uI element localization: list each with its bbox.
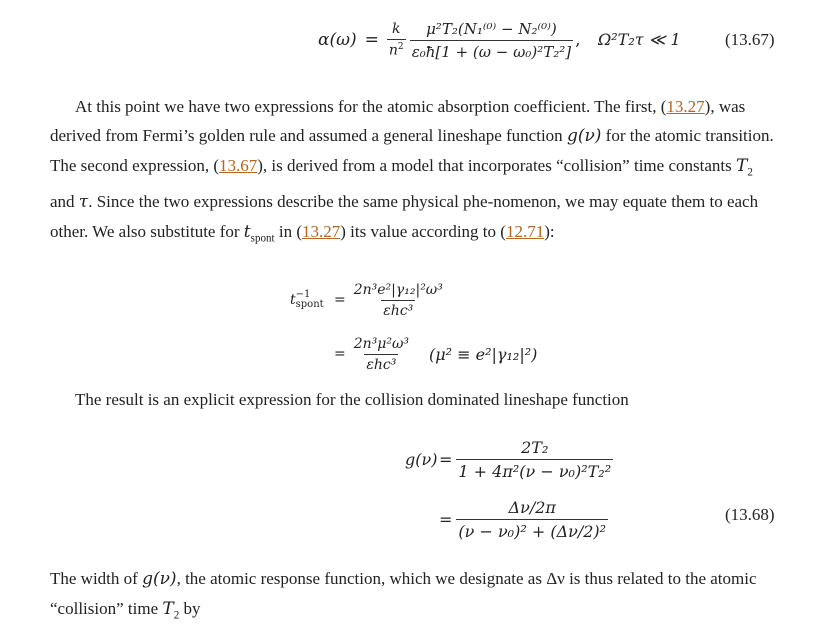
eq2-note: (μ² ≡ e²|γ₁₂|²) [429, 344, 538, 364]
eq3-equals-1: = [439, 449, 453, 469]
equation-number-13-67: (13.67) [725, 30, 775, 49]
eq1-condition: Ω²T₂τ ≪ 1 [598, 30, 681, 49]
eq3-fraction-2: $\frac{\Delta\nu/2\pi}{\text{(ν − ν₀)² + (Δν/2)²}}$ [458, 497, 607, 541]
eq3-equals-2: = [439, 509, 453, 529]
eq3-fraction-1: $\frac{\text{2T₂}}{\text{1 + 4π²(ν − ν₀)²T₂²}}$ [458, 437, 612, 481]
paragraph-1: At this point we have two expressions for the atomic absorption coefficient. The first, (13.27), was derived from Fermi’s golden rule and assumed a general lineshape function g(ν) for the atomic transition. The second expression, (13.67), is derived from a model that incorporates “collision” time constants $T_2$ and τ. Since the two expressions describe the same physical phe-nomenon, we may equate them to each other. We also substitute for $t_{spont}$ in (13.27) its value according to (12.71): [50, 97, 774, 245]
eq1-k-over-n2: $\frac{k}{n^2}$ [388, 21, 404, 59]
eq1-n: n [388, 42, 398, 59]
eq3-lhs: g(ν) [405, 449, 438, 469]
eq1-equals: = [364, 30, 379, 50]
equation-tspont [290, 276, 537, 378]
equation-13-67 [318, 12, 581, 68]
eq1-comma: , [575, 30, 581, 50]
eq1-numerator: μ²T₂(N₁⁽⁰⁾ − N₂⁽⁰⁾) [426, 19, 557, 38]
eq2-fraction-1: $\frac{\text{2n³e²|γ₁₂|²ω³}}{\text{εhc³}}$ [353, 281, 443, 319]
equation-13-68 [405, 434, 613, 544]
eq1-main-fraction [410, 20, 573, 61]
ref-13-27-link-2[interactable]: 13.27 [301, 222, 341, 242]
eq2-lhs: t −1 spont [290, 289, 324, 310]
eq1-denominator: ε₀ħ[1 + (ω − ω₀)²T₂²] [410, 40, 573, 61]
eq2-equals-1: = [334, 292, 346, 308]
paragraph-3: The width of g(ν), the atomic response function, which we designate as Δν is thus related to the atomic “collision” time $T_2$ by [50, 569, 757, 622]
paragraph-2: The result is an explicit expression for the collision dominated lineshape function [75, 390, 629, 409]
eq2-fraction-2: $\frac{\text{2n³μ²ω³}}{\text{εhc³}}$ [353, 335, 410, 373]
ref-12-71-link[interactable]: 12.71 [505, 222, 545, 242]
ref-13-27-link[interactable]: 13.27 [666, 97, 705, 116]
eq1-k: k [392, 21, 401, 38]
equation-number-13-68: (13.68) [725, 505, 775, 524]
eq2-equals-2: = [334, 346, 346, 362]
ref-13-67-link[interactable]: 13.67 [219, 156, 258, 175]
eq1-lhs: α(ω) [318, 30, 357, 50]
